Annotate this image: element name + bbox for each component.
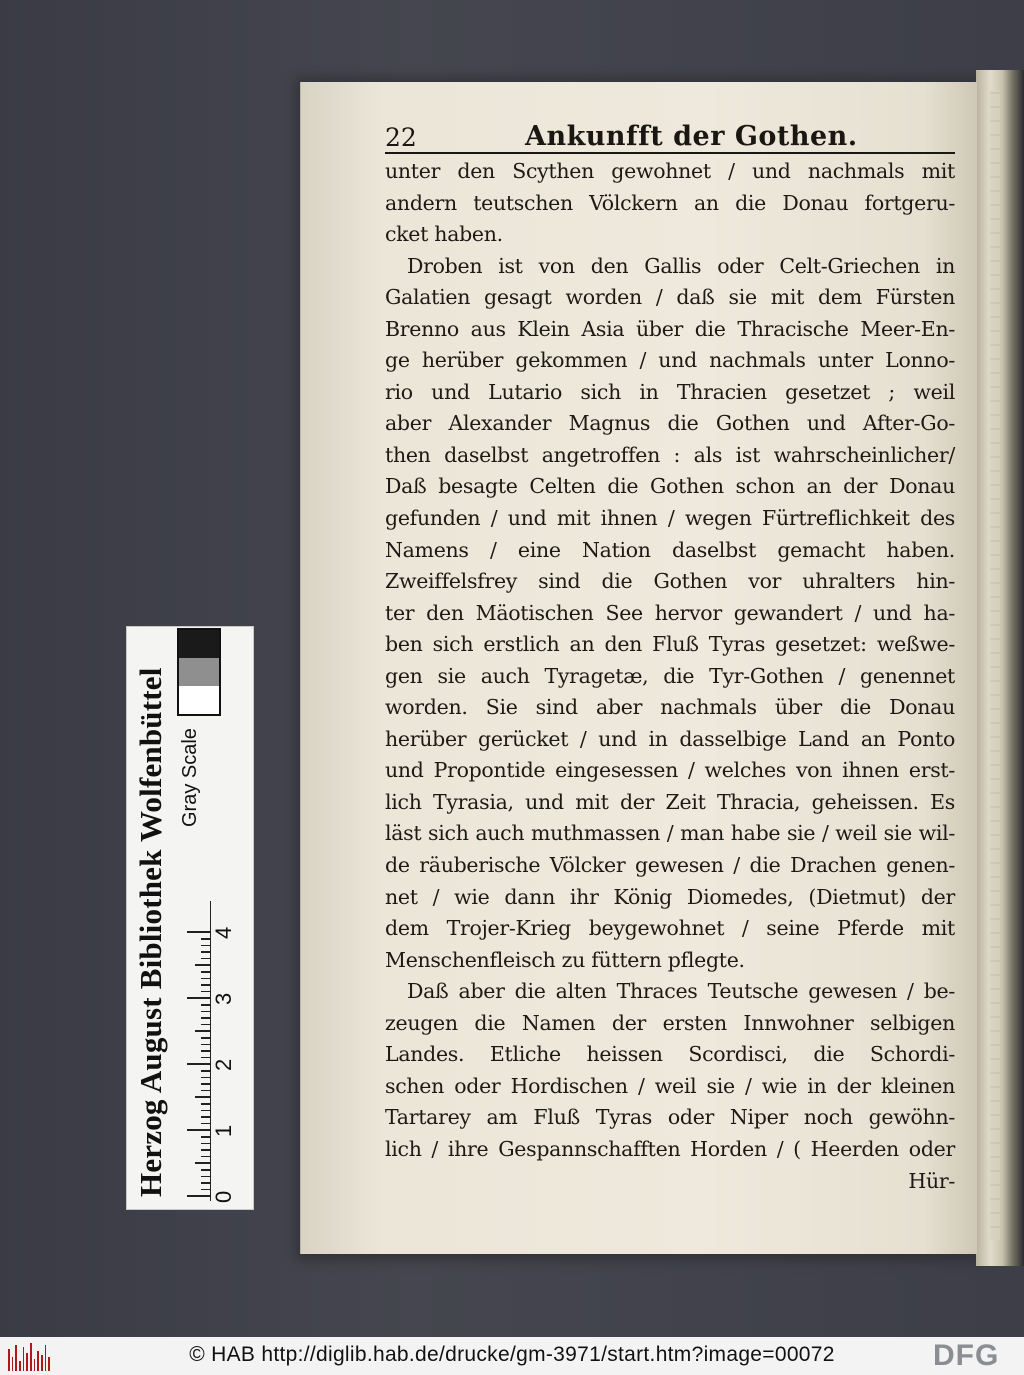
text-line: ge herüber gekommen / und nachmals unter Lonno- bbox=[385, 348, 955, 373]
text-line: ter den Mäotischen See hervor gewandert / und ha- bbox=[385, 600, 955, 625]
gray-swatch-white bbox=[179, 686, 219, 714]
ruler-tick bbox=[201, 1024, 211, 1026]
ruler-tick bbox=[201, 1176, 211, 1178]
gray-swatch-black bbox=[179, 630, 219, 658]
ruler-tick bbox=[201, 1189, 211, 1191]
ruler-tick bbox=[187, 1130, 211, 1132]
ruler-tick bbox=[201, 1182, 211, 1184]
text-line: gefunden / und mit ihnen / wegen Fürtreflichkeit des bbox=[385, 506, 955, 531]
ruler-tick bbox=[201, 978, 211, 980]
ruler-number: 0 bbox=[211, 1190, 236, 1203]
ruler-number: 1 bbox=[211, 1124, 236, 1137]
ruler-tick bbox=[201, 1004, 211, 1006]
text-line: then daselbst angetroffen : als ist wahrscheinlicher/ bbox=[385, 442, 955, 467]
ruler-number: 4 bbox=[211, 926, 236, 939]
text-line: und Propontide eingesessen / welches von ihnen erst- bbox=[385, 758, 955, 783]
dfg-logo: DFG bbox=[933, 1339, 1000, 1372]
text-line: rio und Lutario sich in Thracien gesetzet ; weil bbox=[385, 379, 955, 404]
ruler bbox=[181, 841, 241, 1201]
text-line: net / wie dann ihr König Diomedes, (Dietmut) der bbox=[385, 884, 955, 909]
ruler-tick bbox=[201, 945, 211, 947]
ruler-number: 3 bbox=[211, 992, 236, 1005]
ruler-tick bbox=[201, 971, 211, 973]
ruler-tick bbox=[195, 1031, 211, 1033]
ruler-tick bbox=[201, 938, 211, 940]
ruler-tick bbox=[201, 1077, 211, 1079]
ruler-tick bbox=[201, 1116, 211, 1118]
text-line: dem Trojer-Krieg beygewohnet / seine Pferde mit bbox=[385, 916, 955, 941]
text-line: läst sich auch muthmassen / man habe sie / weil sie wil- bbox=[385, 821, 955, 846]
ruler-tick bbox=[187, 1196, 211, 1198]
book-page-stack bbox=[990, 90, 1000, 1240]
ruler-tick bbox=[195, 965, 211, 967]
gray-scale-swatches bbox=[177, 628, 221, 716]
text-line: zeugen die Namen der ersten Innwohner selbigen bbox=[385, 1010, 955, 1035]
footer-copyright-url[interactable]: © HAB http://diglib.hab.de/drucke/gm-3971/start.htm?image=00072 bbox=[189, 1343, 835, 1366]
ruler-tick bbox=[201, 1123, 211, 1125]
text-line: Landes. Etliche heissen Scordisci, die Schordi- bbox=[385, 1042, 955, 1067]
ruler-tick bbox=[201, 1083, 211, 1085]
ruler-tick bbox=[201, 1090, 211, 1092]
text-line: Tartarey am Fluß Tyras oder Niper noch gewöhn- bbox=[385, 1105, 955, 1130]
text-line: de räuberische Völcker gewesen / die Drachen genen- bbox=[385, 853, 955, 878]
ruler-tick bbox=[201, 1103, 211, 1105]
ruler-tick bbox=[201, 1149, 211, 1151]
gray-scale-label: Gray Scale bbox=[179, 728, 201, 827]
ruler-tick bbox=[201, 1037, 211, 1039]
text-line: gen sie auch Tyragetæ, die Tyr-Gothen / genennet bbox=[385, 663, 955, 688]
ruler-tick bbox=[201, 1136, 211, 1138]
page-header bbox=[385, 112, 955, 154]
text-line: cket haben. bbox=[385, 222, 503, 247]
text-line: herüber gerücket / und in dasselbige Land an Ponto bbox=[385, 726, 955, 751]
ruler-tick bbox=[187, 998, 211, 1000]
text-line: Galatien gesagt worden / daß sie mit dem Fürsten bbox=[385, 285, 955, 310]
text-line: Zweiffelsfrey sind die Gothen vor uhralters hin- bbox=[385, 569, 955, 594]
ruler-tick bbox=[201, 1110, 211, 1112]
ruler-tick bbox=[201, 1050, 211, 1052]
page-text-block bbox=[385, 156, 955, 1197]
ruler-tick bbox=[201, 1011, 211, 1013]
ruler-tick bbox=[201, 1169, 211, 1171]
gray-scale-card bbox=[126, 626, 254, 1210]
ruler-tick bbox=[187, 1064, 211, 1066]
catchword: Hür- bbox=[908, 1168, 955, 1193]
text-line: Brenno aus Klein Asia über die Thracische Meer-En- bbox=[385, 316, 955, 341]
ruler-tick bbox=[201, 951, 211, 953]
ruler-tick bbox=[201, 1070, 211, 1072]
ruler-number: 2 bbox=[211, 1058, 236, 1071]
ruler-tick bbox=[201, 991, 211, 993]
text-line: lich / ihre Gespannschafften Horden / ( Heerden oder bbox=[385, 1136, 955, 1161]
text-line: Namens / eine Nation daselbst gemacht haben. bbox=[385, 537, 955, 562]
text-line: Daß aber die alten Thraces Teutsche gewesen / be- bbox=[407, 979, 955, 1004]
text-line: Droben ist von den Gallis oder Celt-Griechen in bbox=[407, 253, 955, 278]
text-line: Daß besagte Celten die Gothen schon an der Donau bbox=[385, 474, 955, 499]
ruler-tick bbox=[201, 958, 211, 960]
text-line: unter den Scythen gewohnet / und nachmals mit bbox=[385, 159, 955, 183]
running-head: Ankunfft der Gothen. bbox=[525, 121, 858, 152]
ruler-tick bbox=[201, 1017, 211, 1019]
text-line: worden. Sie sind aber nachmals über die Donau bbox=[385, 695, 955, 720]
text-line: aber Alexander Magnus die Gothen und After-Go- bbox=[385, 411, 955, 436]
page-number: 22 bbox=[385, 123, 417, 152]
library-name: Herzog August Bibliothek Wolfenbüttel bbox=[133, 667, 168, 1197]
text-line: schen oder Hordischen / weil sie / wie in der kleinen bbox=[385, 1073, 955, 1098]
text-line: lich Tyrasia, und mit der Zeit Thracia, geheissen. Es bbox=[385, 789, 955, 814]
ruler-tick bbox=[201, 1044, 211, 1046]
gray-swatch-mid bbox=[179, 658, 219, 686]
ruler-tick bbox=[195, 1163, 211, 1165]
ruler-tick bbox=[201, 1057, 211, 1059]
ruler-tick bbox=[187, 932, 211, 934]
text-line: ben sich erstlich an den Fluß Tyras gesetzet: weßwe- bbox=[385, 632, 955, 657]
ruler-tick bbox=[201, 1143, 211, 1145]
text-line: Menschenfleisch zu füttern pflegte. bbox=[385, 947, 745, 972]
book-page-edge bbox=[976, 70, 1024, 1266]
ruler-tick bbox=[201, 1156, 211, 1158]
ruler-tick bbox=[201, 984, 211, 986]
text-line: andern teutschen Völckern an die Donau fortgeru- bbox=[385, 190, 955, 215]
ruler-tick bbox=[195, 1097, 211, 1099]
